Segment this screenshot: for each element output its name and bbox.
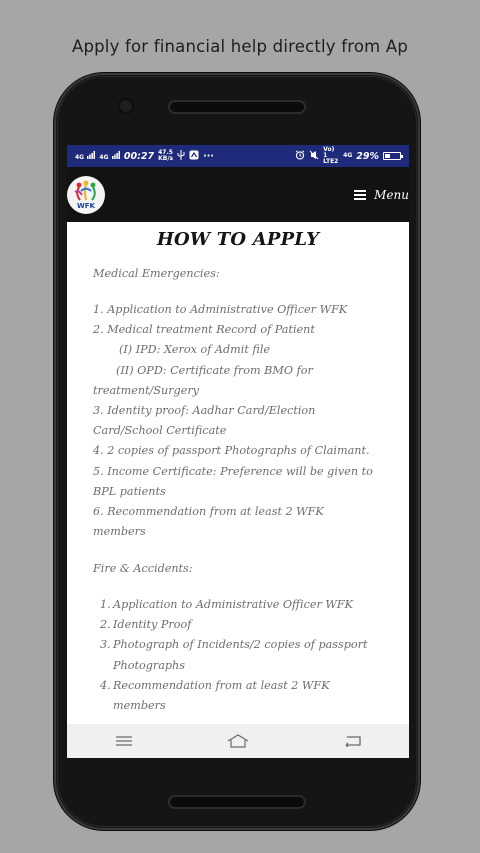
more-notifications-icon: ···	[203, 150, 214, 162]
list-item: 1. Application to Administrative Officer WFK	[93, 303, 348, 316]
status-bar-right	[295, 147, 401, 165]
list-text-continued: members	[113, 699, 166, 713]
menu-button[interactable]	[354, 188, 409, 202]
signal-icon-2	[99, 151, 119, 162]
phone-screen	[67, 145, 409, 758]
home-button[interactable]	[223, 731, 253, 751]
volte-indicator: Vo) 1 LTE2	[323, 146, 339, 165]
section-fire-list	[100, 595, 400, 716]
list-item	[100, 615, 400, 635]
signal-icon-1	[75, 151, 95, 162]
page-title: HOW TO APPLY	[156, 229, 320, 250]
notification-app-icon	[189, 150, 199, 163]
list-number: 4.	[100, 678, 111, 692]
list-item: Card/School Certificate	[93, 424, 227, 438]
section-medical-list	[93, 300, 393, 542]
usb-icon	[177, 150, 185, 163]
battery-icon	[383, 152, 401, 160]
list-text: Application to Administrative Officer WFK	[113, 598, 353, 611]
navigation-bar	[67, 724, 409, 758]
network-type-right: 4G	[343, 152, 353, 159]
net-speed-unit: KB/s	[158, 155, 174, 162]
list-item	[100, 676, 400, 696]
net-speed-value: 47.5	[158, 149, 173, 156]
list-number: 3.	[100, 638, 111, 652]
home-icon	[227, 734, 249, 748]
clock: 00:27	[123, 150, 155, 162]
hamburger-icon	[354, 190, 366, 200]
list-item	[100, 635, 400, 655]
list-item: treatment/Surgery	[93, 383, 199, 397]
network-type-1: 4G	[75, 153, 85, 161]
front-camera	[120, 100, 132, 112]
page-content[interactable]	[67, 222, 409, 724]
wfk-logo[interactable]	[67, 176, 105, 214]
list-item: 4. 2 copies of passport Photographs of Claimant.	[93, 444, 370, 458]
list-text: Identity Proof	[113, 618, 192, 632]
earpiece-speaker	[170, 102, 304, 112]
section-heading: Fire & Accidents:	[93, 562, 193, 575]
network-type-2: 4G	[99, 153, 109, 161]
status-bar-left	[75, 150, 214, 163]
list-item: 3. Identity proof: Aadhar Card/Election	[93, 404, 316, 418]
store-caption: Apply for financial help directly from Ap	[71, 37, 409, 56]
battery-percent: 29%	[356, 150, 379, 162]
list-number: 2.	[100, 618, 111, 632]
net-speed	[158, 150, 173, 162]
section-heading: Medical Emergencies:	[93, 267, 220, 280]
alarm-icon	[295, 150, 305, 163]
back-button[interactable]	[337, 731, 367, 751]
list-item: 6. Recommendation from at least 2 WFK	[93, 505, 324, 519]
recents-icon	[115, 735, 133, 747]
menu-label: Menu	[374, 187, 409, 202]
list-item: 2. Medical treatment Record of Patient	[93, 323, 315, 337]
recents-button[interactable]	[109, 731, 139, 751]
list-number: 1.	[100, 598, 111, 611]
list-item	[100, 595, 400, 615]
list-item: (I) IPD: Xerox of Admit file	[119, 343, 271, 357]
bottom-speaker	[170, 797, 304, 807]
list-text: Photograph of Incidents/2 copies of passport	[113, 638, 368, 652]
list-item: members	[93, 525, 146, 539]
logo-text: WFK	[77, 201, 95, 210]
dnd-icon	[309, 150, 319, 163]
section-fire-heading	[93, 559, 393, 579]
list-item: 5. Income Certificate: Preference will be given to	[93, 464, 373, 478]
list-text-continued: Photographs	[113, 658, 185, 672]
app-bar	[67, 167, 409, 222]
list-text: Recommendation from at least 2 WFK	[113, 678, 330, 692]
list-item: BPL patients	[93, 484, 166, 498]
section-medical-heading	[93, 264, 393, 284]
status-bar	[67, 145, 409, 167]
list-item: (II) OPD: Certificate from BMO for	[116, 363, 313, 377]
back-icon	[343, 735, 361, 747]
